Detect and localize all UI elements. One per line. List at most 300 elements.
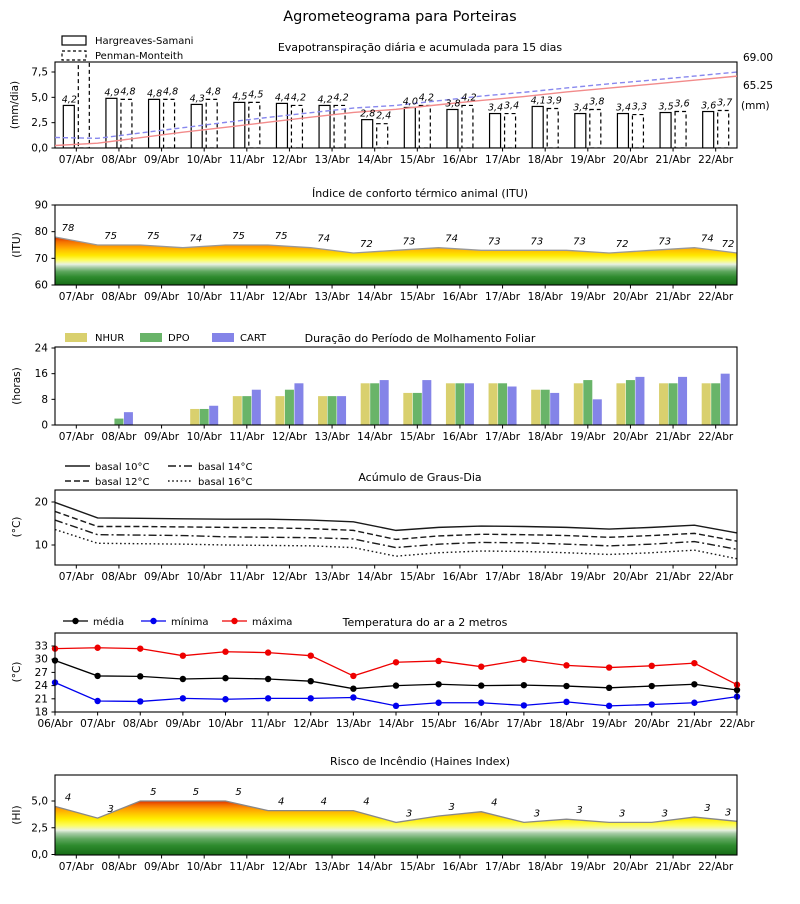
x-tick-label: 13/Abr [314,154,350,166]
haines-value-label: 3 [661,808,668,820]
x-tick-label: 07/Abr [58,571,94,583]
mínima-marker [137,698,143,704]
penman-bar [78,60,89,148]
x-tick-label: 08/Abr [101,154,137,166]
x-tick-label: 21/Abr [655,861,691,873]
penman-value-label: 4,2 [333,92,349,104]
média-marker [180,676,186,682]
máxima-marker [265,649,271,655]
cart-bar [508,387,517,425]
x-tick-label: 20/Abr [612,861,648,873]
hargreaves-value-label: 3,8 [445,98,461,110]
x-tick-label: 13/Abr [314,291,350,303]
máxima-marker [393,659,399,665]
x-tick-label: 14/Abr [378,718,414,730]
itu-value-label: 75 [104,230,117,242]
basal-line [55,520,737,549]
itu-value-label: 74 [189,233,203,245]
média-marker [137,673,143,679]
y-tick-label: 20 [34,496,48,509]
penman-value-label: 4,8 [120,86,136,98]
x-tick-label: 11/Abr [229,431,265,443]
média-marker [691,681,697,687]
dpo-bar [114,419,123,425]
mínima-marker [691,700,697,706]
x-tick-label: 15/Abr [399,431,435,443]
haines-value-label: 4 [320,796,327,808]
penman-value-label: 4,2 [461,92,477,104]
nhur-bar [489,383,498,425]
haines-value-label: 3 [448,801,455,813]
x-tick-label: 09/Abr [144,861,180,873]
itu-value-label: 72 [360,238,373,250]
legend-label-basal16: basal 16°C [198,477,253,488]
dpo-bar [711,383,720,425]
cart-bar [678,377,687,425]
penman-value-label: 3,6 [674,98,690,110]
nhur-bar [702,383,711,425]
itu-value-label: 74 [701,233,714,245]
haines-value-label: 3 [405,808,413,820]
x-tick-label: 20/Abr [612,154,648,166]
hargreaves-value-label: 3,4 [488,102,504,114]
hargreaves-value-label: 4,8 [147,88,163,100]
y-tick-label: 21 [34,693,48,706]
itu-area [55,237,737,285]
y-tick-label: 5,0 [31,91,48,104]
média-marker [478,682,484,688]
x-tick-label: 11/Abr [250,718,286,730]
penman-bar [590,109,601,148]
dpo-bar [626,380,635,425]
x-tick-label: 08/Abr [101,291,137,303]
x-tick-label: 21/Abr [655,571,691,583]
haines-plot [31,775,737,873]
legend-marker-media [72,618,78,624]
hargreaves-bar [362,120,373,148]
x-tick-label: 11/Abr [229,571,265,583]
x-tick-label: 19/Abr [570,861,606,873]
dpm-title: Duração do Período de Molhamento Foliar [304,332,536,345]
y-tick-label: 18 [34,706,48,719]
x-tick-label: 11/Abr [229,291,265,303]
evapo-plot [31,60,737,166]
máxima-marker [606,664,612,670]
legend-label-minima: mínima [171,617,209,628]
x-tick-label: 16/Abr [463,718,499,730]
penman-value-label: 3,3 [631,101,647,113]
hargreaves-value-label: 4,2 [317,94,333,106]
hargreaves-bar [149,99,160,148]
hargreaves-bar [490,114,501,148]
temperatura-ylabel: (°C) [11,661,23,683]
cart-bar [422,380,431,425]
x-tick-label: 18/Abr [548,718,585,730]
x-tick-label: 14/Abr [357,291,393,303]
x-tick-label: 08/Abr [101,431,137,443]
hargreaves-value-label: 3,4 [615,102,631,114]
x-tick-label: 15/Abr [399,154,435,166]
legend-label-nhur: NHUR [95,333,125,344]
x-tick-label: 19/Abr [570,154,606,166]
x-tick-label: 20/Abr [612,571,648,583]
dpm-ylabel: (horas) [11,367,23,405]
nhur-bar [446,383,455,425]
mínima-marker [265,695,271,701]
penman-bar [547,108,558,148]
haines-value-label: 4 [277,796,285,808]
legend-label-dpo: DPO [168,333,190,344]
máxima-marker [435,658,441,664]
y-tick-label: 7,5 [31,66,48,79]
x-tick-label: 17/Abr [485,861,521,873]
x-tick-label: 22/Abr [698,571,734,583]
x-tick-label: 18/Abr [527,861,563,873]
penman-value-label: 4,8 [163,86,179,98]
penman-value-label: 3,7 [717,97,733,109]
legend-label-basal14: basal 14°C [198,462,253,473]
haines-value-label: 3 [724,807,732,819]
x-tick-label: 12/Abr [293,718,329,730]
média-marker [649,683,655,689]
dpo-bar [455,383,464,425]
média-marker [606,685,612,691]
máxima-marker [521,656,527,662]
y-tick-label: 0,0 [31,142,48,155]
média-marker [308,678,314,684]
x-tick-label: 12/Abr [271,571,307,583]
evapo-legend [62,36,193,62]
hargreaves-value-label: 2,8 [360,108,376,120]
y-tick-label: 30 [34,653,48,666]
nhur-bar [659,383,668,425]
penman-value-label: 4,8 [205,86,221,98]
legend-swatch-cart [212,333,234,342]
cart-bar [721,374,730,425]
haines-area [55,801,737,855]
hargreaves-value-label: 4,5 [232,91,248,103]
x-tick-label: 10/Abr [186,571,222,583]
hargreaves-bar [703,112,714,148]
x-tick-label: 09/Abr [144,431,180,443]
x-tick-label: 15/Abr [399,571,435,583]
x-tick-label: 19/Abr [570,431,606,443]
penman-bar [249,102,260,148]
legend-swatch-penman [62,51,86,60]
evapo-title: Evapotranspiração diária e acumulada para 15 dias [277,41,563,54]
x-tick-label: 19/Abr [591,718,627,730]
penman-bar [419,105,430,148]
penman-value-label: 2,4 [376,110,392,122]
y-tick-label: 8 [41,393,48,406]
máxima-marker [137,645,143,651]
máxima-marker [691,660,697,666]
y-tick-label: 5,0 [31,795,48,808]
legend-swatch-dpo [140,333,162,342]
legend-label-hargreaves: Hargreaves-Samani [95,36,194,47]
haines-value-label: 3 [107,804,114,816]
mínima-marker [435,700,441,706]
y-tick-label: 27 [34,666,48,679]
x-tick-label: 09/Abr [144,571,180,583]
x-tick-label: 07/Abr [58,291,94,303]
itu-value-label: 74 [445,233,458,245]
máxima-marker [478,663,484,669]
itu-value-label: 74 [317,233,331,245]
itu-plot [35,199,737,303]
cart-bar [209,406,218,425]
máxima-marker [563,662,569,668]
dpo-bar [413,393,422,425]
x-tick-label: 14/Abr [357,861,393,873]
haines-value-label: 5 [192,787,200,798]
mínima-marker [180,695,186,701]
x-tick-label: 20/Abr [612,291,648,303]
x-tick-label: 14/Abr [357,431,393,443]
penman-value-label: 4,5 [248,89,264,101]
máxima-marker [350,673,356,679]
penman-bar [718,111,729,148]
média-marker [94,673,100,679]
x-tick-label: 16/Abr [442,861,478,873]
legend-marker-minima [150,618,156,624]
nhur-bar [275,396,284,425]
penman-value-label: 3,9 [546,95,562,107]
itu-title: Índice de conforto térmico animal (ITU) [311,187,529,200]
x-tick-label: 08/Abr [122,718,158,730]
mínima-marker [94,698,100,704]
x-tick-label: 17/Abr [485,431,521,443]
x-tick-label: 18/Abr [527,154,563,166]
y-tick-label: 0,0 [31,849,48,861]
x-tick-label: 11/Abr [229,154,265,166]
máxima-marker [649,663,655,669]
y-tick-label: 10 [34,539,48,552]
hargreaves-value-label: 3,5 [658,101,674,113]
itu-value-label: 75 [274,230,288,242]
penman-bar [462,105,473,148]
média-marker [265,676,271,682]
penman-bar [291,105,302,148]
legend-label-cart: CART [240,333,267,344]
máxima-marker [180,652,186,658]
hargreaves-bar [617,114,628,148]
legend-label-penman: Penman-Monteith [95,51,184,62]
itu-value-label: 75 [146,230,160,242]
cart-bar [252,390,261,425]
legend-label-basal12: basal 12°C [95,477,150,488]
x-tick-label: 17/Abr [506,718,542,730]
x-tick-label: 13/Abr [314,861,350,873]
x-tick-label: 12/Abr [271,861,307,873]
média-marker [393,682,399,688]
mínima-marker [563,699,569,705]
x-tick-label: 13/Abr [314,431,350,443]
nhur-bar [190,409,199,425]
legend-label-maxima: máxima [252,617,293,628]
cart-bar [380,380,389,425]
x-tick-label: 17/Abr [485,291,521,303]
mínima-marker [393,703,399,709]
x-tick-label: 16/Abr [442,291,478,303]
dpo-bar [498,383,507,425]
nhur-bar [531,390,540,425]
x-tick-label: 09/Abr [144,154,180,166]
y-tick-label: 33 [34,640,48,653]
penman-bar [164,99,175,148]
itu-value-label: 73 [658,236,672,248]
penman-bar [334,105,345,148]
y-tick-label: 90 [34,199,48,212]
nhur-bar [574,383,583,425]
mínima-marker [649,701,655,707]
legend-label-media: média [93,617,125,628]
legend-label-basal10: basal 10°C [95,462,150,473]
hargreaves-value-label: 4,9 [104,87,120,99]
hargreaves-bar [63,105,74,148]
x-tick-label: 16/Abr [442,431,478,443]
hargreaves-bar [660,113,671,148]
hargreaves-value-label: 3,6 [701,100,717,112]
x-tick-label: 07/Abr [58,431,94,443]
evapo-ylabel: (mm/dia) [9,80,21,130]
basal-line [55,502,737,533]
dpo-bar [200,409,209,425]
penman-value-label: 3,4 [504,100,520,112]
x-tick-label: 06/Abr [37,718,73,730]
dpo-bar [242,396,251,425]
máxima-marker [308,652,314,658]
haines-value-label: 4 [491,797,498,809]
média-marker [521,682,527,688]
x-tick-label: 07/Abr [58,154,94,166]
y-tick-label: 60 [34,279,48,292]
dpm-plot [35,343,737,443]
x-tick-label: 20/Abr [612,431,648,443]
hargreaves-value-label: 4,0 [402,96,418,108]
temperatura-plot [35,633,756,730]
média-marker [350,685,356,691]
mínima-marker [521,702,527,708]
x-tick-label: 21/Abr [655,154,691,166]
x-tick-label: 07/Abr [80,718,116,730]
cart-bar [124,412,133,425]
haines-value-label: 5 [150,787,157,798]
hargreaves-value-label: 4,1 [530,95,546,107]
nhur-bar [361,383,370,425]
hargreaves-value-label: 3,4 [573,102,589,114]
hargreaves-value-label: 4,2 [61,94,77,106]
legend-swatch-nhur [65,333,87,342]
penman-value-label: 4,2 [290,92,306,104]
x-tick-label: 08/Abr [101,861,137,873]
x-tick-label: 20/Abr [634,718,670,730]
x-tick-label: 19/Abr [570,571,606,583]
x-tick-label: 10/Abr [186,861,222,873]
x-tick-label: 15/Abr [421,718,457,730]
y-tick-label: 2,5 [31,822,48,835]
x-tick-label: 21/Abr [676,718,712,730]
x-tick-label: 15/Abr [399,861,435,873]
haines-value-label: 4 [363,796,370,808]
x-tick-label: 22/Abr [698,291,734,303]
itu-ylabel: (ITU) [11,232,23,258]
x-tick-label: 22/Abr [698,861,734,873]
cart-bar [635,377,644,425]
dpm-legend [65,333,267,344]
y-tick-label: 70 [34,252,48,265]
x-tick-label: 19/Abr [570,291,606,303]
x-tick-label: 10/Abr [186,291,222,303]
dpo-bar [669,383,678,425]
temperatura-legend [63,616,292,628]
nhur-bar [318,396,327,425]
x-tick-label: 09/Abr [144,291,180,303]
penman-bar [632,115,643,148]
itu-value-label: 72 [615,238,629,250]
hargreaves-bar [575,114,586,148]
hargreaves-bar [532,106,543,148]
itu-value-label: 73 [530,236,544,248]
hargreaves-value-label: 4,3 [189,93,205,105]
haines-value-label: 4 [64,792,72,804]
y-tick-label: 24 [34,680,48,693]
itu-value-label: 78 [61,222,75,234]
graus-dia-ylabel: (°C) [11,516,23,538]
dpo-bar [328,396,337,425]
x-tick-label: 17/Abr [485,154,521,166]
hargreaves-bar [276,103,287,148]
cart-bar [294,383,303,425]
máxima-line [55,648,737,685]
graus-dia-plot [35,490,737,583]
x-tick-label: 13/Abr [314,571,350,583]
hargreaves-value-label: 4,4 [274,92,290,104]
dpo-bar [370,383,379,425]
x-tick-label: 16/Abr [442,571,478,583]
haines-value-label: 3 [533,808,541,820]
média-marker [563,683,569,689]
y-tick-label: 24 [34,342,48,355]
legend-marker-maxima [231,618,237,624]
itu-value-label: 73 [402,236,416,248]
graus-dia-title: Acúmulo de Graus-Dia [358,471,482,484]
haines-value-label: 3 [618,808,626,820]
mínima-marker [478,700,484,706]
x-tick-label: 14/Abr [357,154,393,166]
x-tick-label: 09/Abr [165,718,201,730]
hargreaves-bar [404,107,415,148]
y-tick-label: 80 [34,226,48,239]
x-tick-label: 10/Abr [186,431,222,443]
figure-title: Agrometeograma para Porteiras [283,9,517,25]
mínima-marker [222,696,228,702]
x-tick-label: 16/Abr [442,154,478,166]
penman-bar [377,124,388,148]
haines-value-label: 5 [235,787,242,798]
itu-value-label: 73 [487,236,501,248]
x-tick-label: 21/Abr [655,291,691,303]
nhur-bar [616,383,625,425]
cart-bar [593,399,602,425]
mínima-marker [350,694,356,700]
x-tick-label: 17/Abr [485,571,521,583]
mínima-marker [606,703,612,709]
x-tick-label: 12/Abr [271,154,307,166]
haines-title: Risco de Incêndio (Haines Index) [329,755,511,768]
máxima-marker [222,649,228,655]
penman-bar [121,99,132,148]
